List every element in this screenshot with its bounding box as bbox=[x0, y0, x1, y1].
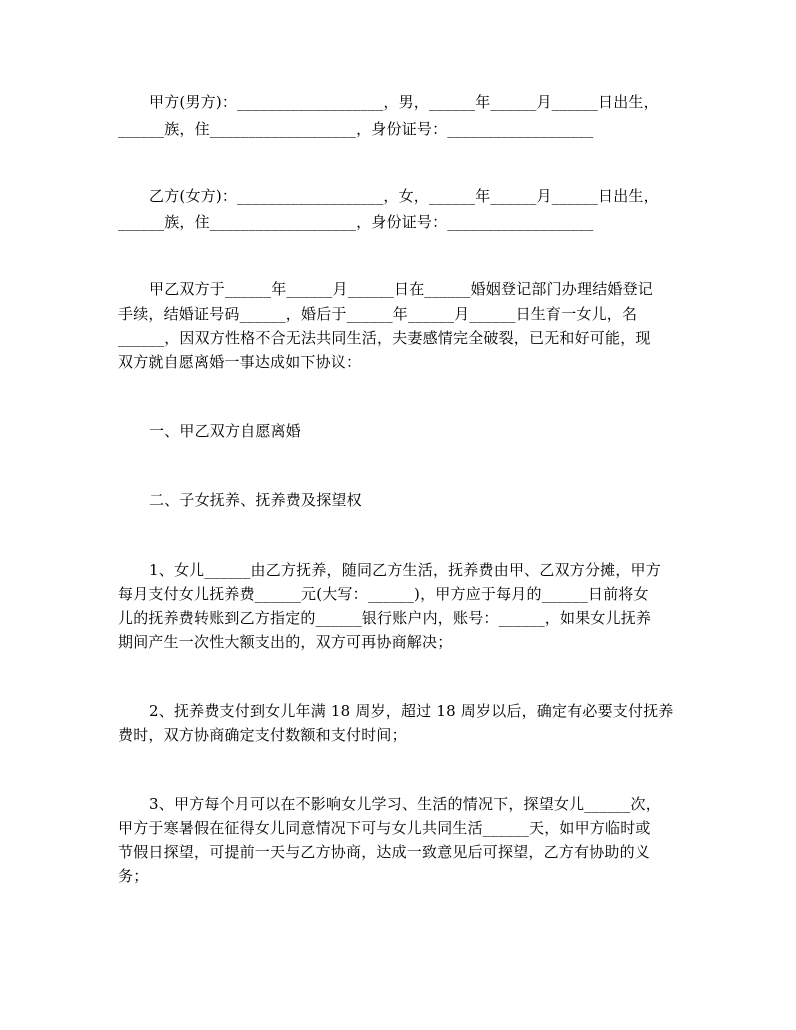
party-b-line-1: 乙方(女方)：___________________，女，______年______月______日出生， bbox=[149, 187, 659, 205]
preamble-line-2: 手续，结婚证号码______，婚后于______年______月______日生育一女儿，名 bbox=[118, 305, 638, 323]
clause-3-line-2: 甲方于寒暑假在征得女儿同意情况下可与女儿共同生活______天，如甲方临时或 bbox=[118, 819, 651, 837]
clause-2-line-2: 费时，双方协商确定支付数额和支付时间； bbox=[118, 726, 407, 744]
clause-1-line-1: 1、女儿______由乙方抚养，随同乙方生活，抚养费由甲、乙双方分摊，甲方 bbox=[149, 561, 661, 579]
party-b-line-2: ______族，住___________________，身份证号：___________________ bbox=[118, 213, 594, 231]
clause-1-line-3: 儿的抚养费转账到乙方指定的______银行账户内，账号：______，如果女儿抚养 bbox=[118, 609, 652, 627]
preamble-line-1: 甲乙双方于______年______月______日在______婚姻登记部门办理结婚登记 bbox=[149, 280, 654, 298]
party-a-line-1: 甲方(男方)：___________________，男，______年______月______日出生， bbox=[149, 93, 659, 111]
section-heading-1: 一、甲乙双方自愿离婚 bbox=[149, 422, 302, 440]
party-a-line-2: ______族，住___________________，身份证号：___________________ bbox=[118, 120, 594, 138]
clause-2-line-1: 2、抚养费支付到女儿年满 18 周岁，超过 18 周岁以后，确定有必要支付抚养 bbox=[149, 702, 674, 720]
clause-3-line-4: 务； bbox=[118, 867, 149, 885]
section-heading-2: 二、子女抚养、抚养费及探望权 bbox=[149, 491, 362, 509]
preamble-line-3: ______，因双方性格不合无法共同生活，夫妻感情完全破裂，已无和好可能，现 bbox=[118, 329, 651, 347]
clause-1-line-2: 每月支付女儿抚养费______元(大写：______)，甲方应于每月的______日前将女 bbox=[118, 585, 649, 603]
clause-3-line-1: 3、甲方每个月可以在不影响女儿学习、生活的情况下，探望女儿______次， bbox=[149, 795, 661, 813]
clause-3-line-3: 节假日探望，可提前一天与乙方协商，达成一致意见后可探望，乙方有协助的义 bbox=[118, 843, 651, 861]
clause-1-line-4: 期间产生一次性大额支出的，双方可再协商解决； bbox=[118, 633, 453, 651]
preamble-line-4: 双方就自愿离婚一事达成如下协议： bbox=[118, 353, 362, 371]
